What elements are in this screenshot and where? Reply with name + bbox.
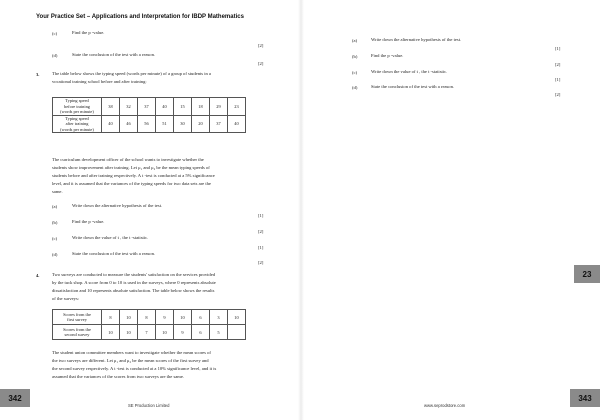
part-label: (a) (52, 204, 58, 209)
table-cell: 23 (228, 98, 246, 116)
text-line: students show improvement after training. Let μ₁ and μ₂ be the mean typing speeds of (52, 165, 210, 170)
q4-body (52, 349, 282, 381)
table-cell: 10 (102, 325, 120, 340)
header-line: Scores from the (63, 311, 91, 317)
table-cell: 30 (174, 115, 192, 133)
table-cell: 6 (192, 310, 210, 325)
website-link[interactable]: www.seprodstore.com (424, 403, 466, 408)
table-row (53, 310, 246, 325)
header-line: Typing speed (65, 115, 89, 121)
table-cell: 37 (210, 115, 228, 133)
table-cell: 46 (120, 115, 138, 133)
table-cell: 9 (174, 325, 192, 340)
table-cell: 3 (210, 310, 228, 325)
part-label: (d) (52, 252, 58, 257)
part-label: (c) (52, 31, 58, 36)
table-cell: 29 (210, 98, 228, 116)
part-text: Find the p -value. (72, 30, 105, 35)
marks: [2] (555, 62, 561, 67)
marks: [2] (555, 92, 561, 97)
question-number: 4. (36, 273, 40, 278)
book-gutter (298, 0, 304, 420)
part-text: Find the p -value. (72, 219, 105, 224)
table-cell: 6 (192, 325, 210, 340)
marks: [1] (258, 245, 264, 250)
part-label: (d) (352, 85, 358, 90)
table-cell: 10 (120, 310, 138, 325)
header-line: second survey (64, 332, 90, 337)
text-line: The student union committee members want to investigate whether the mean scores of (52, 350, 211, 355)
row-header (53, 115, 102, 133)
table-cell: 40 (156, 98, 174, 116)
part-text: Write down the value of t , the t -statistic. (371, 69, 448, 74)
header-line: after training (65, 121, 89, 126)
header-line: (words per minute) (60, 126, 94, 132)
part-label: (b) (352, 54, 358, 59)
table-cell: 51 (156, 115, 174, 133)
text-line: students before and after training respectively. A t -test is conducted at a 5% significance (52, 173, 215, 178)
part-label: (b) (52, 220, 58, 225)
header-line: (words per minute) (60, 109, 94, 114)
table-row (53, 115, 246, 133)
part-text: Write down the alternative hypothesis of the test. (371, 37, 462, 42)
q3-intro (52, 70, 282, 86)
table-cell: 40 (102, 115, 120, 133)
table-cell: 8 (138, 310, 156, 325)
text-line: same. (52, 189, 63, 194)
page-header-title: Your Practice Set – Applications and Interpretation for IBDP Mathematics (36, 14, 244, 20)
row-header (53, 325, 102, 340)
table-cell: 5 (210, 325, 228, 340)
marks: [1] (555, 77, 561, 82)
marks: [1] (258, 213, 264, 218)
table-cell: 10 (228, 310, 246, 325)
chapter-tab: 23 (574, 265, 600, 283)
table-cell: 9 (156, 310, 174, 325)
publisher-name: SE Production Limited (128, 403, 170, 408)
header-line: first survey (67, 317, 87, 322)
marks: [2] (258, 260, 264, 265)
part-text: State the conclusion of the test with a reason. (72, 52, 156, 57)
part-text: Find the p -value. (371, 53, 404, 58)
text-line: The curriculum development officer of the school wants to investigate whether the (52, 157, 204, 162)
table-cell (228, 325, 246, 340)
table-cell: 38 (102, 98, 120, 116)
part-text: State the conclusion of the test with a reason. (72, 251, 156, 256)
table-cell: 32 (120, 98, 138, 116)
part-label: (a) (352, 38, 358, 43)
text-line: assumed that the variances of the scores from two surveys are the same. (52, 374, 185, 379)
table-cell: 20 (192, 115, 210, 133)
part-text: State the conclusion of the test with a reason. (371, 84, 455, 89)
table-cell: 7 (138, 325, 156, 340)
header-line: Scores from the (63, 326, 91, 332)
text-line: The table below shows the typing speed (words per minute) of a group of students in a (52, 71, 211, 76)
text-line: level, and it is assumed that the variances of the typing speeds for two data sets are the (52, 181, 211, 186)
header-line: before training (64, 103, 90, 109)
table-cell: 18 (192, 98, 210, 116)
text-line: the two surveys are different. Let μ₁ and μ₂ be the mean scores of the first survey and (52, 358, 209, 363)
marks: [1] (555, 46, 561, 51)
row-header (53, 98, 102, 116)
table-cell: 37 (138, 98, 156, 116)
marks: [2] (258, 43, 264, 48)
text-line: the second survey respectively. A t -test is conducted at a 10% significance level, and it is (52, 366, 217, 371)
q3-body (52, 156, 282, 196)
table-cell: 10 (120, 325, 138, 340)
part-text: Write down the value of t , the t -statistic. (72, 235, 149, 240)
text-line: of the surveys: (52, 296, 80, 301)
table-cell: 40 (228, 115, 246, 133)
part-label: (d) (52, 53, 58, 58)
table-cell: 15 (174, 98, 192, 116)
table-row (53, 325, 246, 340)
left-page-number: 342 (0, 389, 30, 407)
table-cell: 10 (156, 325, 174, 340)
table-cell: 8 (102, 310, 120, 325)
marks: [2] (258, 61, 264, 66)
text-line: vocational training school before and after training: (52, 79, 147, 84)
text-line: dissatisfaction and 10 represents absolute satisfaction. The table below shows the results (52, 288, 215, 293)
header-line: Typing speed (65, 98, 89, 103)
table-cell: 10 (174, 310, 192, 325)
part-text: Write down the alternative hypothesis of the test. (72, 203, 163, 208)
text-line: by the tuck shop. A score from 0 to 10 is used in the surveys, where 0 represents absolute (52, 280, 216, 285)
marks: [2] (258, 229, 264, 234)
part-label: (c) (352, 70, 358, 75)
question-number: 3. (36, 72, 40, 77)
part-label: (c) (52, 236, 58, 241)
q3-data-table (52, 97, 246, 133)
q4-data-table (52, 309, 246, 340)
table-cell: 56 (138, 115, 156, 133)
row-header (53, 310, 102, 325)
q4-intro (52, 271, 282, 303)
table-row (53, 98, 246, 116)
right-page-number: 343 (570, 389, 600, 407)
text-line: Two surveys are conducted to measure the students' satisfaction on the services provided (52, 272, 216, 277)
